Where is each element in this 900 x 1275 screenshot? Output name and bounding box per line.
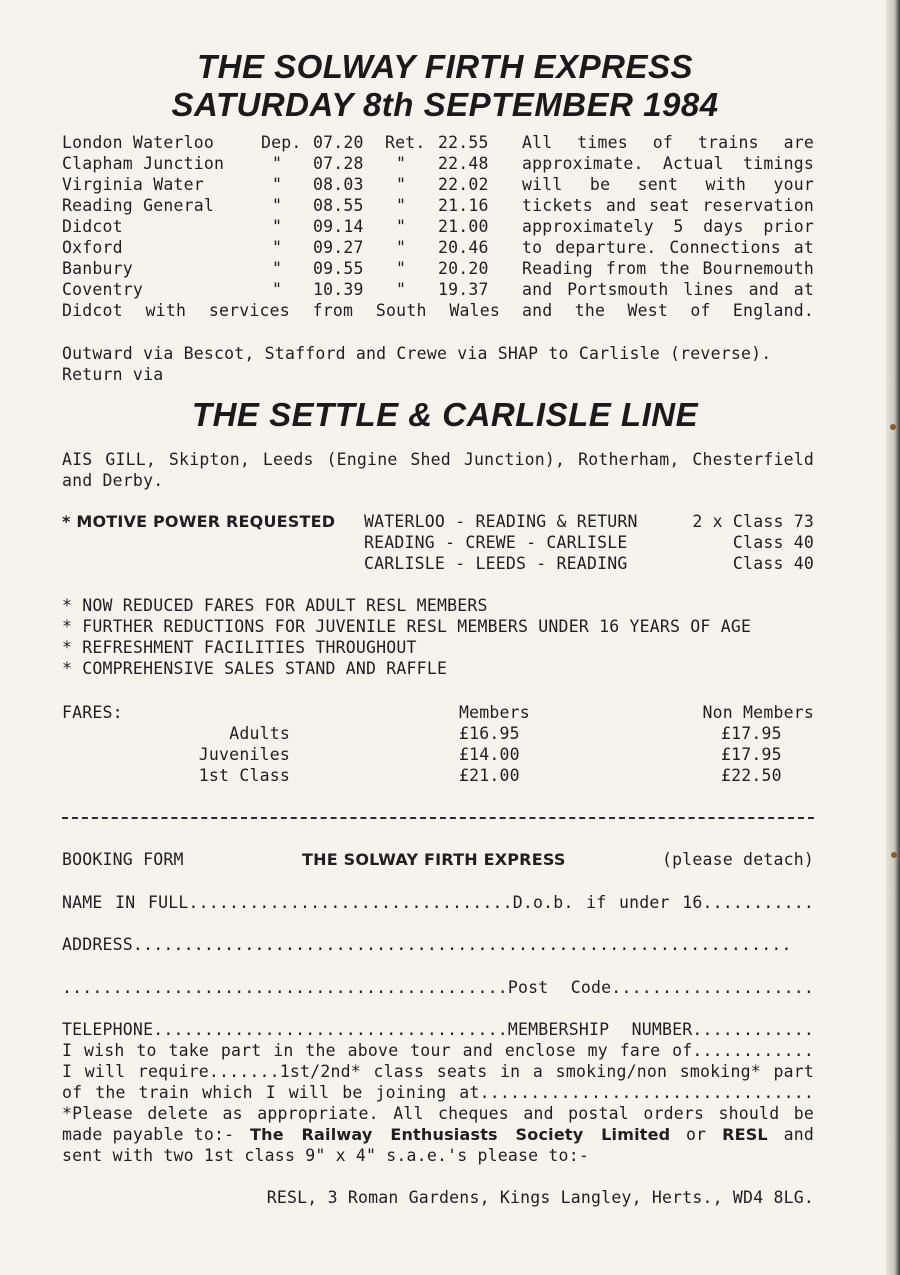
schedule-dep-label: " — [272, 280, 283, 299]
detach-note: (please detach) — [661, 850, 814, 869]
motive-route: CARLISLE - LEEDS - READING — [364, 554, 628, 573]
telephone-field[interactable]: TELEPHONE...................................MEMBERSHIP NUMBER............ — [62, 1020, 814, 1039]
fare-category: Adults — [229, 724, 290, 743]
schedule-station: Coventry — [62, 280, 144, 299]
feature-item: * REFRESHMENT FACILITIES THROUGHOUT — [62, 638, 417, 657]
name-field[interactable]: NAME IN FULL................................D.o.b. if under 16........... — [62, 893, 814, 912]
schedule-dep-time: 07.28 — [313, 154, 364, 173]
schedule-dep-label: " — [272, 259, 283, 278]
motive-power-label: * MOTIVE POWER REQUESTED — [62, 512, 336, 531]
page-edge — [886, 0, 900, 1275]
detach-line — [62, 817, 814, 819]
schedule-dep-time: 07.20 — [313, 133, 364, 152]
paper-mark — [891, 852, 897, 858]
timings-line: tickets and seat reservation — [522, 196, 814, 215]
payable-and: and — [783, 1125, 814, 1144]
schedule-dep-time: 08.03 — [313, 175, 364, 194]
feature-item: * NOW REDUCED FARES FOR ADULT RESL MEMBERS — [62, 596, 488, 615]
schedule-station: London Waterloo — [62, 133, 215, 152]
title-line-1: THE SOLWAY FIRTH EXPRESS — [196, 48, 694, 85]
schedule-dep-label: " — [272, 196, 283, 215]
schedule-station: Banbury — [62, 259, 133, 278]
schedule-ret-time: 21.16 — [438, 196, 489, 215]
schedule-ret-time: 22.48 — [438, 154, 489, 173]
timings-line: to departure. Connections at — [522, 238, 814, 257]
settle-carlisle-heading: THE SETTLE & CARLISLE LINE — [191, 396, 699, 433]
payable-or: or — [686, 1125, 707, 1144]
didcot-note: Didcot with services from South Wales — [62, 301, 500, 320]
timings-line: Reading from the Bournemouth — [522, 259, 814, 278]
settle-route-line-2: and Derby. — [62, 471, 164, 490]
schedule-ret-label: " — [396, 196, 407, 215]
schedule-ret-label: Ret. — [385, 133, 426, 152]
title-line-2: SATURDAY 8th SEPTEMBER 1984 — [171, 86, 719, 123]
schedule-ret-label: " — [396, 259, 407, 278]
paper-mark — [890, 424, 896, 430]
fare-non-members: £22.50 — [721, 766, 782, 785]
fares-col-members: Members — [459, 703, 530, 722]
fare-category: Juveniles — [198, 745, 290, 764]
schedule-dep-label: " — [272, 175, 283, 194]
fare-enclosed-field[interactable]: I wish to take part in the above tour and enclose my fare of............ — [62, 1041, 814, 1060]
schedule-ret-time: 19.37 — [438, 280, 489, 299]
schedule-dep-time: 10.39 — [313, 280, 364, 299]
postcode-field[interactable]: ............................................Post Code.................... — [62, 978, 814, 997]
timings-line: and the West of England. — [522, 301, 814, 320]
fare-members: £16.95 — [459, 724, 520, 743]
fare-members: £21.00 — [459, 766, 520, 785]
timings-line: approximate. Actual timings — [522, 154, 814, 173]
schedule-ret-label: " — [396, 280, 407, 299]
timings-line: will be sent with your — [522, 175, 814, 194]
timings-line: and Portsmouth lines and at — [522, 280, 814, 299]
schedule-station: Oxford — [62, 238, 123, 257]
schedule-ret-label: " — [396, 154, 407, 173]
fare-non-members: £17.95 — [721, 724, 782, 743]
settle-route-line-1: AIS GILL, Skipton, Leeds (Engine Shed Junction), Rotherham, Chesterfield — [62, 450, 814, 469]
address-field[interactable]: ADDRESS................................................................. — [62, 935, 792, 954]
schedule-dep-time: 09.14 — [313, 217, 364, 236]
schedule-ret-label: " — [396, 217, 407, 236]
fare-category: 1st Class — [198, 766, 290, 785]
feature-item: * FURTHER REDUCTIONS FOR JUVENILE RESL MEMBERS UNDER 16 YEARS OF AGE — [62, 617, 752, 636]
sae-note: sent with two 1st class 9" x 4" s.a.e.'s please to:- — [62, 1146, 589, 1165]
schedule-ret-time: 20.20 — [438, 259, 489, 278]
schedule-station: Didcot — [62, 217, 123, 236]
schedule-station: Clapham Junction — [62, 154, 225, 173]
schedule-dep-time: 08.55 — [313, 196, 364, 215]
payable-society: The Railway Enthusiasts Society Limited — [250, 1125, 671, 1144]
route-outward: Outward via Bescot, Stafford and Crewe via SHAP to Carlisle (reverse). — [62, 344, 772, 363]
schedule-station: Reading General — [62, 196, 215, 215]
fares-col-non-members: Non Members — [702, 703, 814, 722]
fare-non-members: £17.95 — [721, 745, 782, 764]
timings-line: All times of trains are — [522, 133, 814, 152]
fare-members: £14.00 — [459, 745, 520, 764]
schedule-ret-label: " — [396, 238, 407, 257]
motive-route: WATERLOO - READING & RETURN — [364, 512, 638, 531]
schedule-ret-label: " — [396, 175, 407, 194]
booking-form-title: THE SOLWAY FIRTH EXPRESS — [302, 850, 566, 869]
payable-resl: RESL — [722, 1125, 768, 1144]
joining-station-field[interactable]: of the train which I will be joining at................................. — [62, 1083, 814, 1102]
delete-note: *Please delete as appropriate. All cheques and postal orders should be — [62, 1104, 814, 1123]
payable-prefix: made payable to:- — [62, 1125, 235, 1144]
schedule-dep-label: Dep. — [261, 133, 302, 152]
motive-loco: Class 40 — [732, 554, 814, 573]
schedule-dep-time: 09.55 — [313, 259, 364, 278]
schedule-station: Virginia Water — [62, 175, 204, 194]
seat-requirement-field[interactable]: I will require.......1st/2nd* class seats in a smoking/non smoking* part — [62, 1062, 814, 1081]
timings-line: approximately 5 days prior — [522, 217, 814, 236]
schedule-ret-time: 21.00 — [438, 217, 489, 236]
payable-line — [62, 1124, 814, 1145]
schedule-dep-label: " — [272, 154, 283, 173]
motive-loco: 2 x Class 73 — [692, 512, 814, 531]
schedule-ret-time: 22.02 — [438, 175, 489, 194]
fares-label: FARES: — [62, 703, 123, 722]
schedule-dep-time: 09.27 — [313, 238, 364, 257]
schedule-dep-label: " — [272, 238, 283, 257]
schedule-ret-time: 22.55 — [438, 133, 489, 152]
feature-item: * COMPREHENSIVE SALES STAND AND RAFFLE — [62, 659, 448, 678]
route-return: Return via — [62, 365, 164, 384]
schedule-dep-label: " — [272, 217, 283, 236]
schedule-ret-time: 20.46 — [438, 238, 489, 257]
booking-form-label: BOOKING FORM — [62, 850, 184, 869]
motive-route: READING - CREWE - CARLISLE — [364, 533, 628, 552]
motive-loco: Class 40 — [732, 533, 814, 552]
resl-address: RESL, 3 Roman Gardens, Kings Langley, Herts., WD4 8LG. — [266, 1188, 814, 1207]
